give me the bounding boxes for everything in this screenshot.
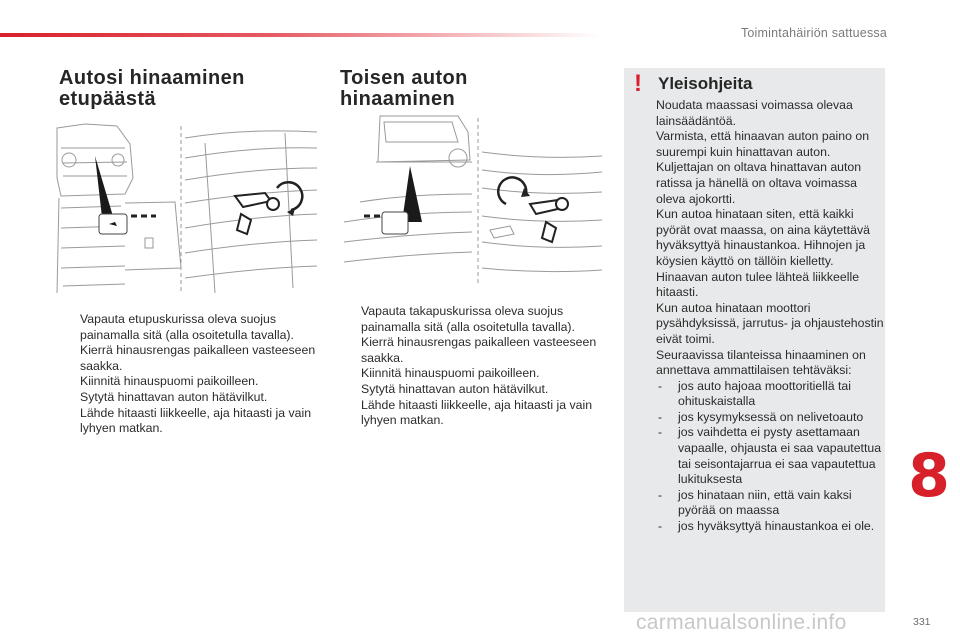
list-item: Vapauta takapuskurissa oleva suojus painamalla sitä (alla osoitetulla tavalla). [361,304,575,334]
list-item: Lähde hitaasti liikkeelle, aja hitaasti ja vain lyhyen matkan. [361,397,593,428]
list-item: Sytytä hinattavan auton hätävilkut. [80,389,268,404]
panel-paragraph: Kun autoa hinataan moottori pysähdyksissä, jarrutus- ja ohjaustehostin eivät toimi. [656,300,884,346]
page-number: 331 [913,616,931,628]
panel-paragraph: Kuljettajan on oltava hinattavan auton ratissa ja hänellä on oltava voimassa oleva ajokortti. [656,160,862,206]
watermark: carmanualsonline.info [636,611,847,634]
list-item: Kierrä hinausrengas paikalleen vasteeseen saakka. [80,343,316,373]
header-accent-bar [0,33,600,37]
rear-towing-steps [339,304,607,429]
list-item: Kiinnitä hinauspuomi paikoilleen. [80,374,259,389]
rear-title-line-1: Toisen auton [340,67,468,89]
list-item: - jos hyväksyttyä hinaustankoa ei ole. [658,519,875,534]
list-item: - jos auto hajoaa moottoritiellä tai ohituskaistalla [658,378,851,409]
rear-title-line-2: hinaaminen [340,88,456,110]
professional-towing-conditions [656,379,884,535]
front-title-line-2: etupäästä [59,88,156,110]
list-item: Vapauta etupuskurissa oleva suojus painamalla sitä (alla osoitetulla tavalla). [80,312,294,342]
panel-paragraph: Seuraavissa tilanteissa hinaaminen on annettava ammattilaisen tehtäväksi: [656,347,866,378]
rear-towing-title [340,68,580,110]
panel-paragraph: Hinaavan auton tulee lähteä liikkeelle hitaasti. [656,269,860,300]
front-title-line-1: Autosi hinaaminen [59,67,245,89]
warning-icon: ! [634,70,642,97]
list-item: - jos vaihdetta ei pysty asettamaan vapaalle, ohjausta ei saa vapautettua tai seisontajarrua ei saa vapautettua lukituksesta [658,425,882,487]
list-item: Lähde hitaasti liikkeelle, aja hitaasti ja vain lyhyen matkan. [80,405,312,436]
list-item: - jos hinataan niin, että vain kaksi pyörää on maassa [658,487,852,518]
list-item: Kiinnitä hinauspuomi paikoilleen. [361,366,540,381]
panel-paragraph: Kun autoa hinataan siten, että kaikki pyörät ovat maassa, on aina käytettävä hyväksyttyä hinaustankoa. Hihnojen ja köysien käyttö on tällöin kielletty. [656,207,870,268]
front-towing-illustration [55,118,320,300]
panel-paragraph: Varmista, että hinaavan auton paino on suurempi kuin hinattavan auton. [656,129,870,159]
panel-body [656,98,884,535]
list-item: - jos kysymyksessä on nelivetoauto [658,409,864,424]
chapter-heading: Toimintahäiriön sattuessa [740,26,887,40]
front-towing-steps [58,312,326,437]
panel-paragraph: Noudata maassasi voimassa olevaa lainsäädäntöä. [656,98,853,128]
list-item: Sytytä hinattavan auton hätävilkut. [361,381,549,396]
rear-towing-illustration [340,112,605,287]
panel-title: Yleisohjeita [658,74,753,93]
chapter-number: 8 [908,441,950,511]
list-item: Kierrä hinausrengas paikalleen vasteeseen saakka. [361,335,597,365]
front-towing-title [59,68,299,110]
